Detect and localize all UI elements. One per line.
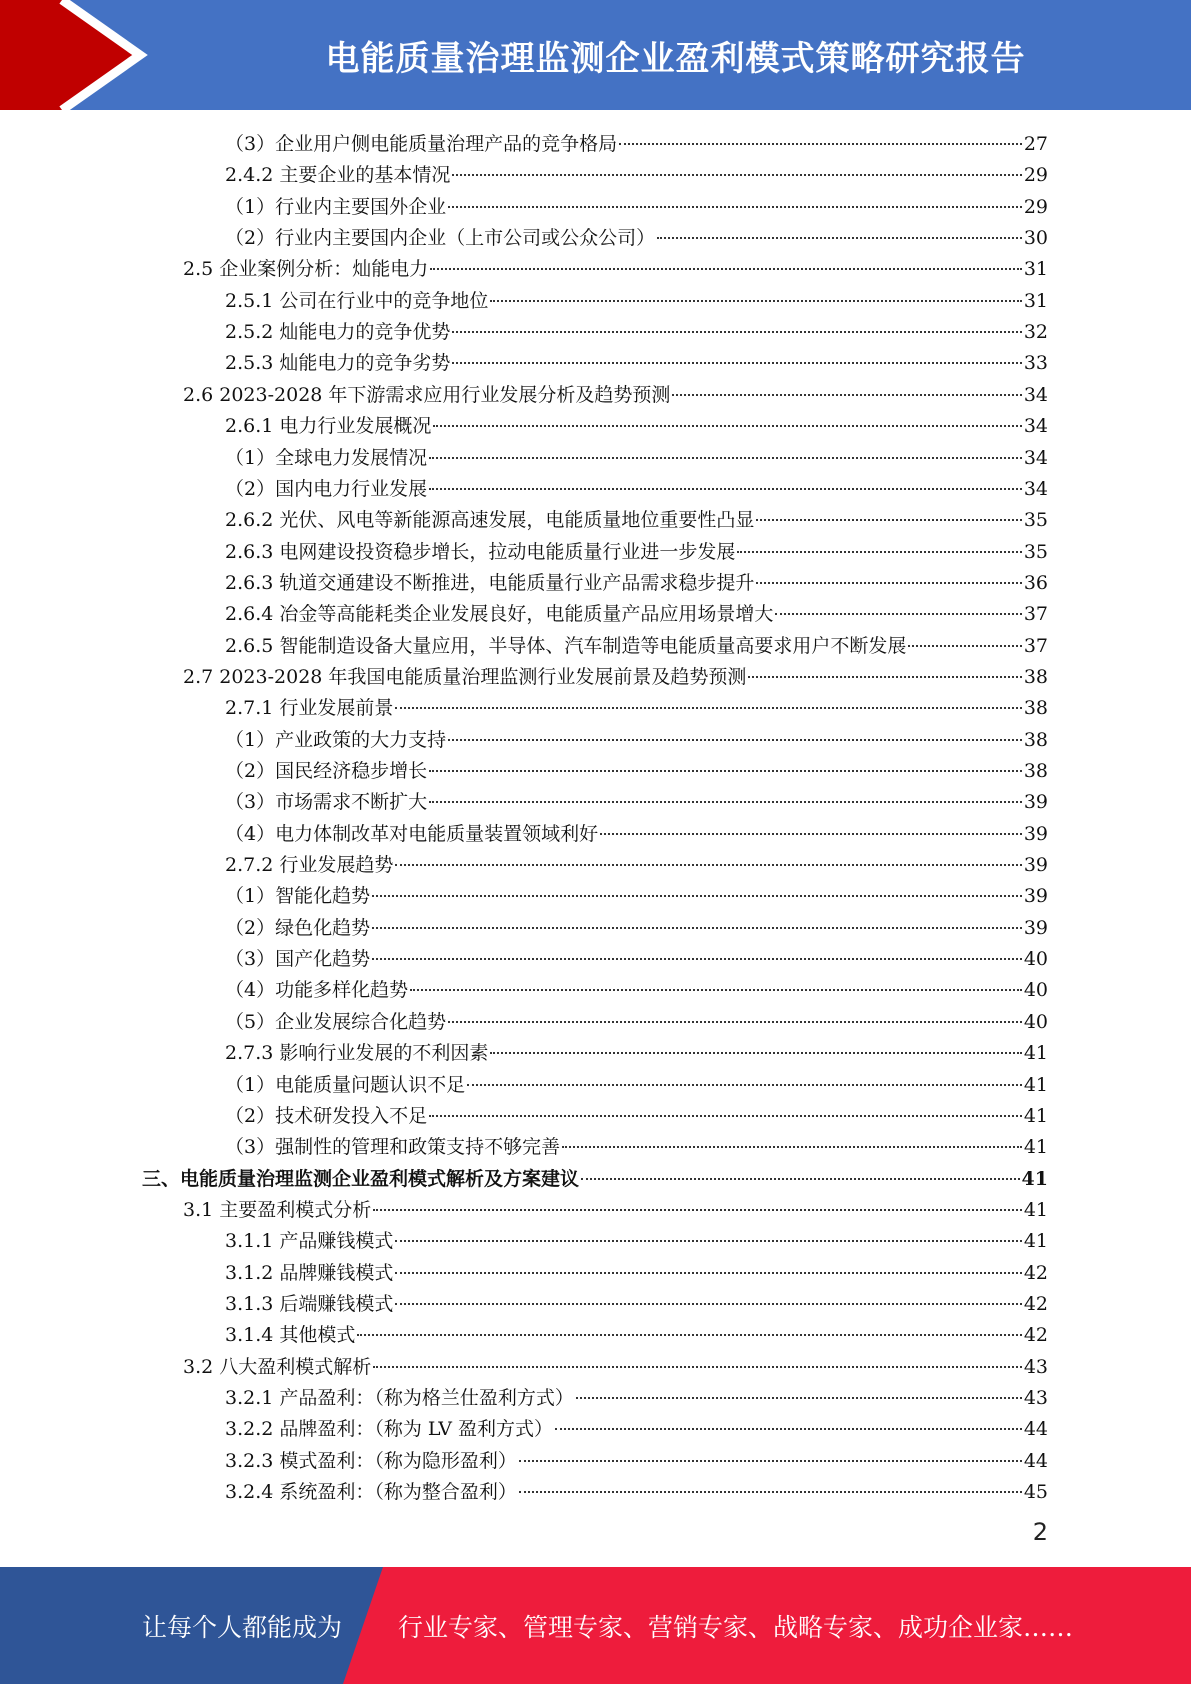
toc-dot-leader xyxy=(519,1491,1022,1493)
toc-entry-label: 2.5 企业案例分析：灿能电力 xyxy=(183,258,429,281)
toc-dot-leader xyxy=(555,1428,1022,1430)
toc-entry-page: 31 xyxy=(1023,258,1048,281)
toc-dot-leader xyxy=(490,1052,1021,1054)
toc-dot-leader xyxy=(448,206,1022,208)
toc-entry-page: 39 xyxy=(1023,854,1048,877)
toc-entry-page: 39 xyxy=(1023,885,1048,908)
toc-entry-page: 41 xyxy=(1021,1167,1048,1190)
toc-entry-label: （2）绿色化趋势 xyxy=(225,916,371,939)
footer-slogan-left: 让每个人都能成为 xyxy=(142,1612,343,1642)
toc-entry[interactable] xyxy=(225,537,1048,568)
toc-dot-leader xyxy=(600,833,1022,835)
toc-entry[interactable] xyxy=(225,505,1048,536)
toc-entry-label: （1）电能质量问题认识不足 xyxy=(225,1073,466,1096)
toc-entry[interactable] xyxy=(225,1320,1048,1351)
toc-entry[interactable] xyxy=(183,662,1048,693)
toc-dot-leader xyxy=(748,676,1021,678)
toc-entry-label: （5）企业发展综合化趋势 xyxy=(225,1010,447,1033)
toc-entry-label: 2.6 2023-2028 年下游需求应用行业发展分析及趋势预测 xyxy=(183,383,671,406)
toc-dot-leader xyxy=(619,143,1022,145)
toc-entry-page: 40 xyxy=(1023,979,1048,1002)
toc-entry-label: （3）市场需求不断扩大 xyxy=(225,791,428,814)
toc-entry[interactable] xyxy=(225,1226,1048,1257)
page-footer xyxy=(0,1567,1191,1684)
toc-entry[interactable] xyxy=(225,1038,1048,1069)
toc-entry-page: 42 xyxy=(1023,1261,1048,1284)
toc-dot-leader xyxy=(395,707,1021,709)
toc-entry[interactable] xyxy=(225,1007,1048,1038)
footer-slogan-right: 行业专家、管理专家、营销专家、战略专家、成功企业家…… xyxy=(398,1612,1074,1642)
toc-entry[interactable] xyxy=(225,850,1048,881)
toc-entry-page: 41 xyxy=(1023,1073,1048,1096)
toc-entry-label: 3.1.3 后端赚钱模式 xyxy=(225,1292,394,1315)
toc-entry[interactable] xyxy=(225,1414,1048,1445)
toc-dot-leader xyxy=(452,174,1021,176)
toc-entry[interactable] xyxy=(225,913,1048,944)
toc-dot-leader xyxy=(519,1460,1022,1462)
toc-entry-page: 42 xyxy=(1023,1292,1048,1315)
toc-entry-page: 34 xyxy=(1023,446,1048,469)
toc-entry-page: 35 xyxy=(1023,540,1048,563)
toc-entry-page: 44 xyxy=(1023,1418,1048,1441)
toc-entry[interactable] xyxy=(225,192,1048,223)
toc-entry-label: （3）国产化趋势 xyxy=(225,948,371,971)
toc-entry-page: 42 xyxy=(1023,1324,1048,1347)
toc-entry-label: 2.6.3 轨道交通建设不断推进，电能质量行业产品需求稳步提升 xyxy=(225,571,755,594)
toc-entry[interactable] xyxy=(183,1352,1048,1383)
toc-entry-page: 40 xyxy=(1023,948,1048,971)
toc-entry[interactable] xyxy=(225,881,1048,912)
toc-dot-leader xyxy=(372,895,1022,897)
toc-entry[interactable] xyxy=(225,1070,1048,1101)
toc-entry[interactable] xyxy=(225,317,1048,348)
toc-dot-leader xyxy=(452,331,1021,333)
toc-entry-label: 3.2 八大盈利模式解析 xyxy=(183,1355,372,1378)
toc-entry-page: 34 xyxy=(1023,415,1048,438)
toc-entry[interactable] xyxy=(225,568,1048,599)
toc-entry-label: 2.6.1 电力行业发展概况 xyxy=(225,415,432,438)
toc-entry[interactable] xyxy=(225,1101,1048,1132)
toc-entry[interactable] xyxy=(225,1258,1048,1289)
toc-entry-label: 2.6.3 电网建设投资稳步增长，拉动电能质量行业进一步发展 xyxy=(225,540,736,563)
toc-entry-page: 43 xyxy=(1023,1355,1048,1378)
toc-entry-label: 2.7.1 行业发展前景 xyxy=(225,697,394,720)
toc-dot-leader xyxy=(410,989,1022,991)
toc-dot-leader xyxy=(372,958,1022,960)
toc-entry-page: 38 xyxy=(1023,665,1048,688)
toc-entry[interactable] xyxy=(225,348,1048,379)
toc-dot-leader xyxy=(395,1240,1021,1242)
report-title: 电能质量治理监测企业盈利模式策略研究报告 xyxy=(325,38,1026,79)
toc-entry-label: （1）全球电力发展情况 xyxy=(225,446,428,469)
toc-entry[interactable] xyxy=(225,411,1048,442)
toc-entry[interactable] xyxy=(183,1195,1048,1226)
toc-entry-label: 2.4.2 主要企业的基本情况 xyxy=(225,164,451,187)
toc-dot-leader xyxy=(357,1334,1021,1336)
toc-entry-page: 30 xyxy=(1023,227,1048,250)
toc-entry-label: 3.1 主要盈利模式分析 xyxy=(183,1198,372,1221)
toc-entry[interactable] xyxy=(225,1383,1048,1414)
toc-entry-label: 3.2.1 产品盈利：（称为格兰仕盈利方式） xyxy=(225,1387,574,1409)
toc-entry-page: 41 xyxy=(1023,1198,1048,1221)
toc-entry-page: 31 xyxy=(1023,289,1048,312)
toc-dot-leader xyxy=(373,1209,1022,1211)
toc-entry[interactable] xyxy=(225,787,1048,818)
toc-entry-label: （2）行业内主要国内企业（上市公司或公众公司） xyxy=(225,227,656,250)
toc-entry-label: 3.2.2 品牌盈利：（称为 LV 盈利方式） xyxy=(225,1418,554,1441)
toc-entry[interactable] xyxy=(225,975,1048,1006)
toc-entry-label: 3.1.1 产品赚钱模式 xyxy=(225,1230,394,1253)
toc-entry-page: 41 xyxy=(1023,1042,1048,1065)
toc-entry[interactable] xyxy=(225,693,1048,724)
toc-entry[interactable] xyxy=(142,1164,1048,1195)
toc-entry[interactable] xyxy=(225,756,1048,787)
toc-entry-label: 3.1.4 其他模式 xyxy=(225,1324,356,1347)
toc-entry-label: （2）国内电力行业发展 xyxy=(225,477,428,500)
toc-entry-page: 32 xyxy=(1023,321,1048,344)
chevron-arrow-icon xyxy=(0,0,170,110)
toc-entry[interactable] xyxy=(225,631,1048,662)
toc-dot-leader xyxy=(395,1272,1021,1274)
toc-dot-leader xyxy=(395,1303,1021,1305)
toc-entry[interactable] xyxy=(225,443,1048,474)
toc-entry-label: （1）智能化趋势 xyxy=(225,885,371,908)
toc-entry[interactable] xyxy=(225,1289,1048,1320)
toc-entry[interactable] xyxy=(225,1446,1048,1477)
toc-entry-page: 40 xyxy=(1023,1010,1048,1033)
toc-entry-label: 3.2.3 模式盈利：（称为隐形盈利） xyxy=(225,1449,517,1472)
toc-entry-page: 29 xyxy=(1023,164,1048,187)
toc-entry-page: 39 xyxy=(1023,916,1048,939)
toc-entry-label: 2.6.2 光伏、风电等新能源高速发展，电能质量地位重要性凸显 xyxy=(225,509,755,532)
toc-entry-page: 38 xyxy=(1023,760,1048,782)
toc-entry-label: 2.5.3 灿能电力的竞争劣势 xyxy=(225,352,451,375)
toc-dot-leader xyxy=(395,864,1021,866)
toc-dot-leader xyxy=(657,237,1022,239)
toc-entry-page: 38 xyxy=(1023,728,1048,751)
toc-entry-page: 39 xyxy=(1023,822,1048,845)
toc-dot-leader xyxy=(581,1178,1020,1180)
toc-dot-leader xyxy=(672,394,1021,396)
toc-entry[interactable] xyxy=(183,380,1048,411)
toc-entry-page: 34 xyxy=(1023,383,1048,406)
page-number: 2 xyxy=(1032,1518,1048,1546)
toc-dot-leader xyxy=(429,1115,1022,1117)
toc-entry[interactable] xyxy=(225,1477,1048,1508)
toc-dot-leader xyxy=(908,645,1021,647)
toc-dot-leader xyxy=(448,1021,1022,1023)
toc-entry-page: 27 xyxy=(1023,133,1048,155)
toc-dot-leader xyxy=(429,457,1022,459)
toc-entry-label: 2.5.2 灿能电力的竞争优势 xyxy=(225,321,451,344)
toc-entry-page: 41 xyxy=(1023,1136,1048,1159)
toc-entry-page: 44 xyxy=(1023,1449,1048,1472)
toc-entry[interactable] xyxy=(183,254,1048,285)
toc-entry-label: （4）电力体制改革对电能质量装置领域利好 xyxy=(225,822,599,845)
toc-entry-page: 37 xyxy=(1023,634,1048,657)
page-header xyxy=(0,0,1191,110)
toc-entry-page: 33 xyxy=(1023,352,1048,375)
toc-dot-leader xyxy=(775,613,1021,615)
toc-dot-leader xyxy=(430,268,1022,270)
toc-entry-label: （1）产业政策的大力支持 xyxy=(225,728,447,751)
toc-entry[interactable] xyxy=(225,223,1048,254)
toc-entry-label: （2）技术研发投入不足 xyxy=(225,1104,428,1127)
toc-dot-leader xyxy=(433,425,1021,427)
toc-dot-leader xyxy=(429,488,1022,490)
toc-entry-page: 43 xyxy=(1023,1387,1048,1409)
toc-entry-label: 3.2.4 系统盈利：（称为整合盈利） xyxy=(225,1481,517,1504)
toc-entry-page: 36 xyxy=(1023,571,1048,594)
toc-dot-leader xyxy=(372,927,1022,929)
toc-entry-page: 34 xyxy=(1023,477,1048,500)
toc-entry-label: 2.7.2 行业发展趋势 xyxy=(225,854,394,877)
toc-dot-leader xyxy=(429,770,1022,772)
toc-entry-label: （3）强制性的管理和政策支持不够完善 xyxy=(225,1136,561,1159)
toc-dot-leader xyxy=(756,582,1021,584)
toc-entry-label: 三、电能质量治理监测企业盈利模式解析及方案建议 xyxy=(142,1167,580,1190)
toc-entry-label: 3.1.2 品牌赚钱模式 xyxy=(225,1261,394,1284)
toc-entry[interactable] xyxy=(225,1132,1048,1163)
toc-dot-leader xyxy=(448,739,1022,741)
toc-entry-label: 2.6.5 智能制造设备大量应用，半导体、汽车制造等电能质量高要求用户不断发展 xyxy=(225,634,907,657)
toc-entry-page: 41 xyxy=(1023,1104,1048,1127)
toc-entry-label: 2.6.4 冶金等高能耗类企业发展良好，电能质量产品应用场景增大 xyxy=(225,603,774,626)
toc-dot-leader xyxy=(467,1084,1022,1086)
toc-entry-label: 2.7.3 影响行业发展的不利因素 xyxy=(225,1042,489,1065)
toc-entry[interactable] xyxy=(225,725,1048,756)
toc-entry[interactable] xyxy=(225,160,1048,191)
toc-entry-page: 41 xyxy=(1023,1230,1048,1253)
toc-entry[interactable] xyxy=(225,286,1048,317)
toc-entry[interactable] xyxy=(225,819,1048,850)
toc-dot-leader xyxy=(562,1146,1022,1148)
toc-entry[interactable] xyxy=(225,944,1048,975)
toc-entry-page: 37 xyxy=(1023,603,1048,626)
toc-entry-page: 35 xyxy=(1023,509,1048,532)
toc-dot-leader xyxy=(429,801,1022,803)
toc-dot-leader xyxy=(490,300,1021,302)
toc-entry[interactable] xyxy=(225,129,1048,160)
toc-entry-label: 2.7 2023-2028 年我国电能质量治理监测行业发展前景及趋势预测 xyxy=(183,665,747,688)
toc-entry-label: 2.5.1 公司在行业中的竞争地位 xyxy=(225,289,489,312)
toc-dot-leader xyxy=(373,1366,1022,1368)
toc-dot-leader xyxy=(737,551,1021,553)
toc-entry-label: （1）行业内主要国外企业 xyxy=(225,195,447,218)
toc-dot-leader xyxy=(576,1397,1022,1399)
toc-entry-page: 39 xyxy=(1023,791,1048,814)
toc-dot-leader xyxy=(452,362,1021,364)
toc-entry-page: 29 xyxy=(1023,195,1048,218)
toc-entry[interactable] xyxy=(225,599,1048,630)
toc-entry[interactable] xyxy=(225,474,1048,505)
toc-entry-page: 38 xyxy=(1023,697,1048,720)
toc-entry-label: （3）企业用户侧电能质量治理产品的竞争格局 xyxy=(225,133,618,155)
toc-entry-label: （2）国民经济稳步增长 xyxy=(225,760,428,782)
toc-dot-leader xyxy=(756,519,1021,521)
toc-entry-page: 45 xyxy=(1023,1481,1048,1504)
toc-entry-label: （4）功能多样化趋势 xyxy=(225,979,409,1002)
